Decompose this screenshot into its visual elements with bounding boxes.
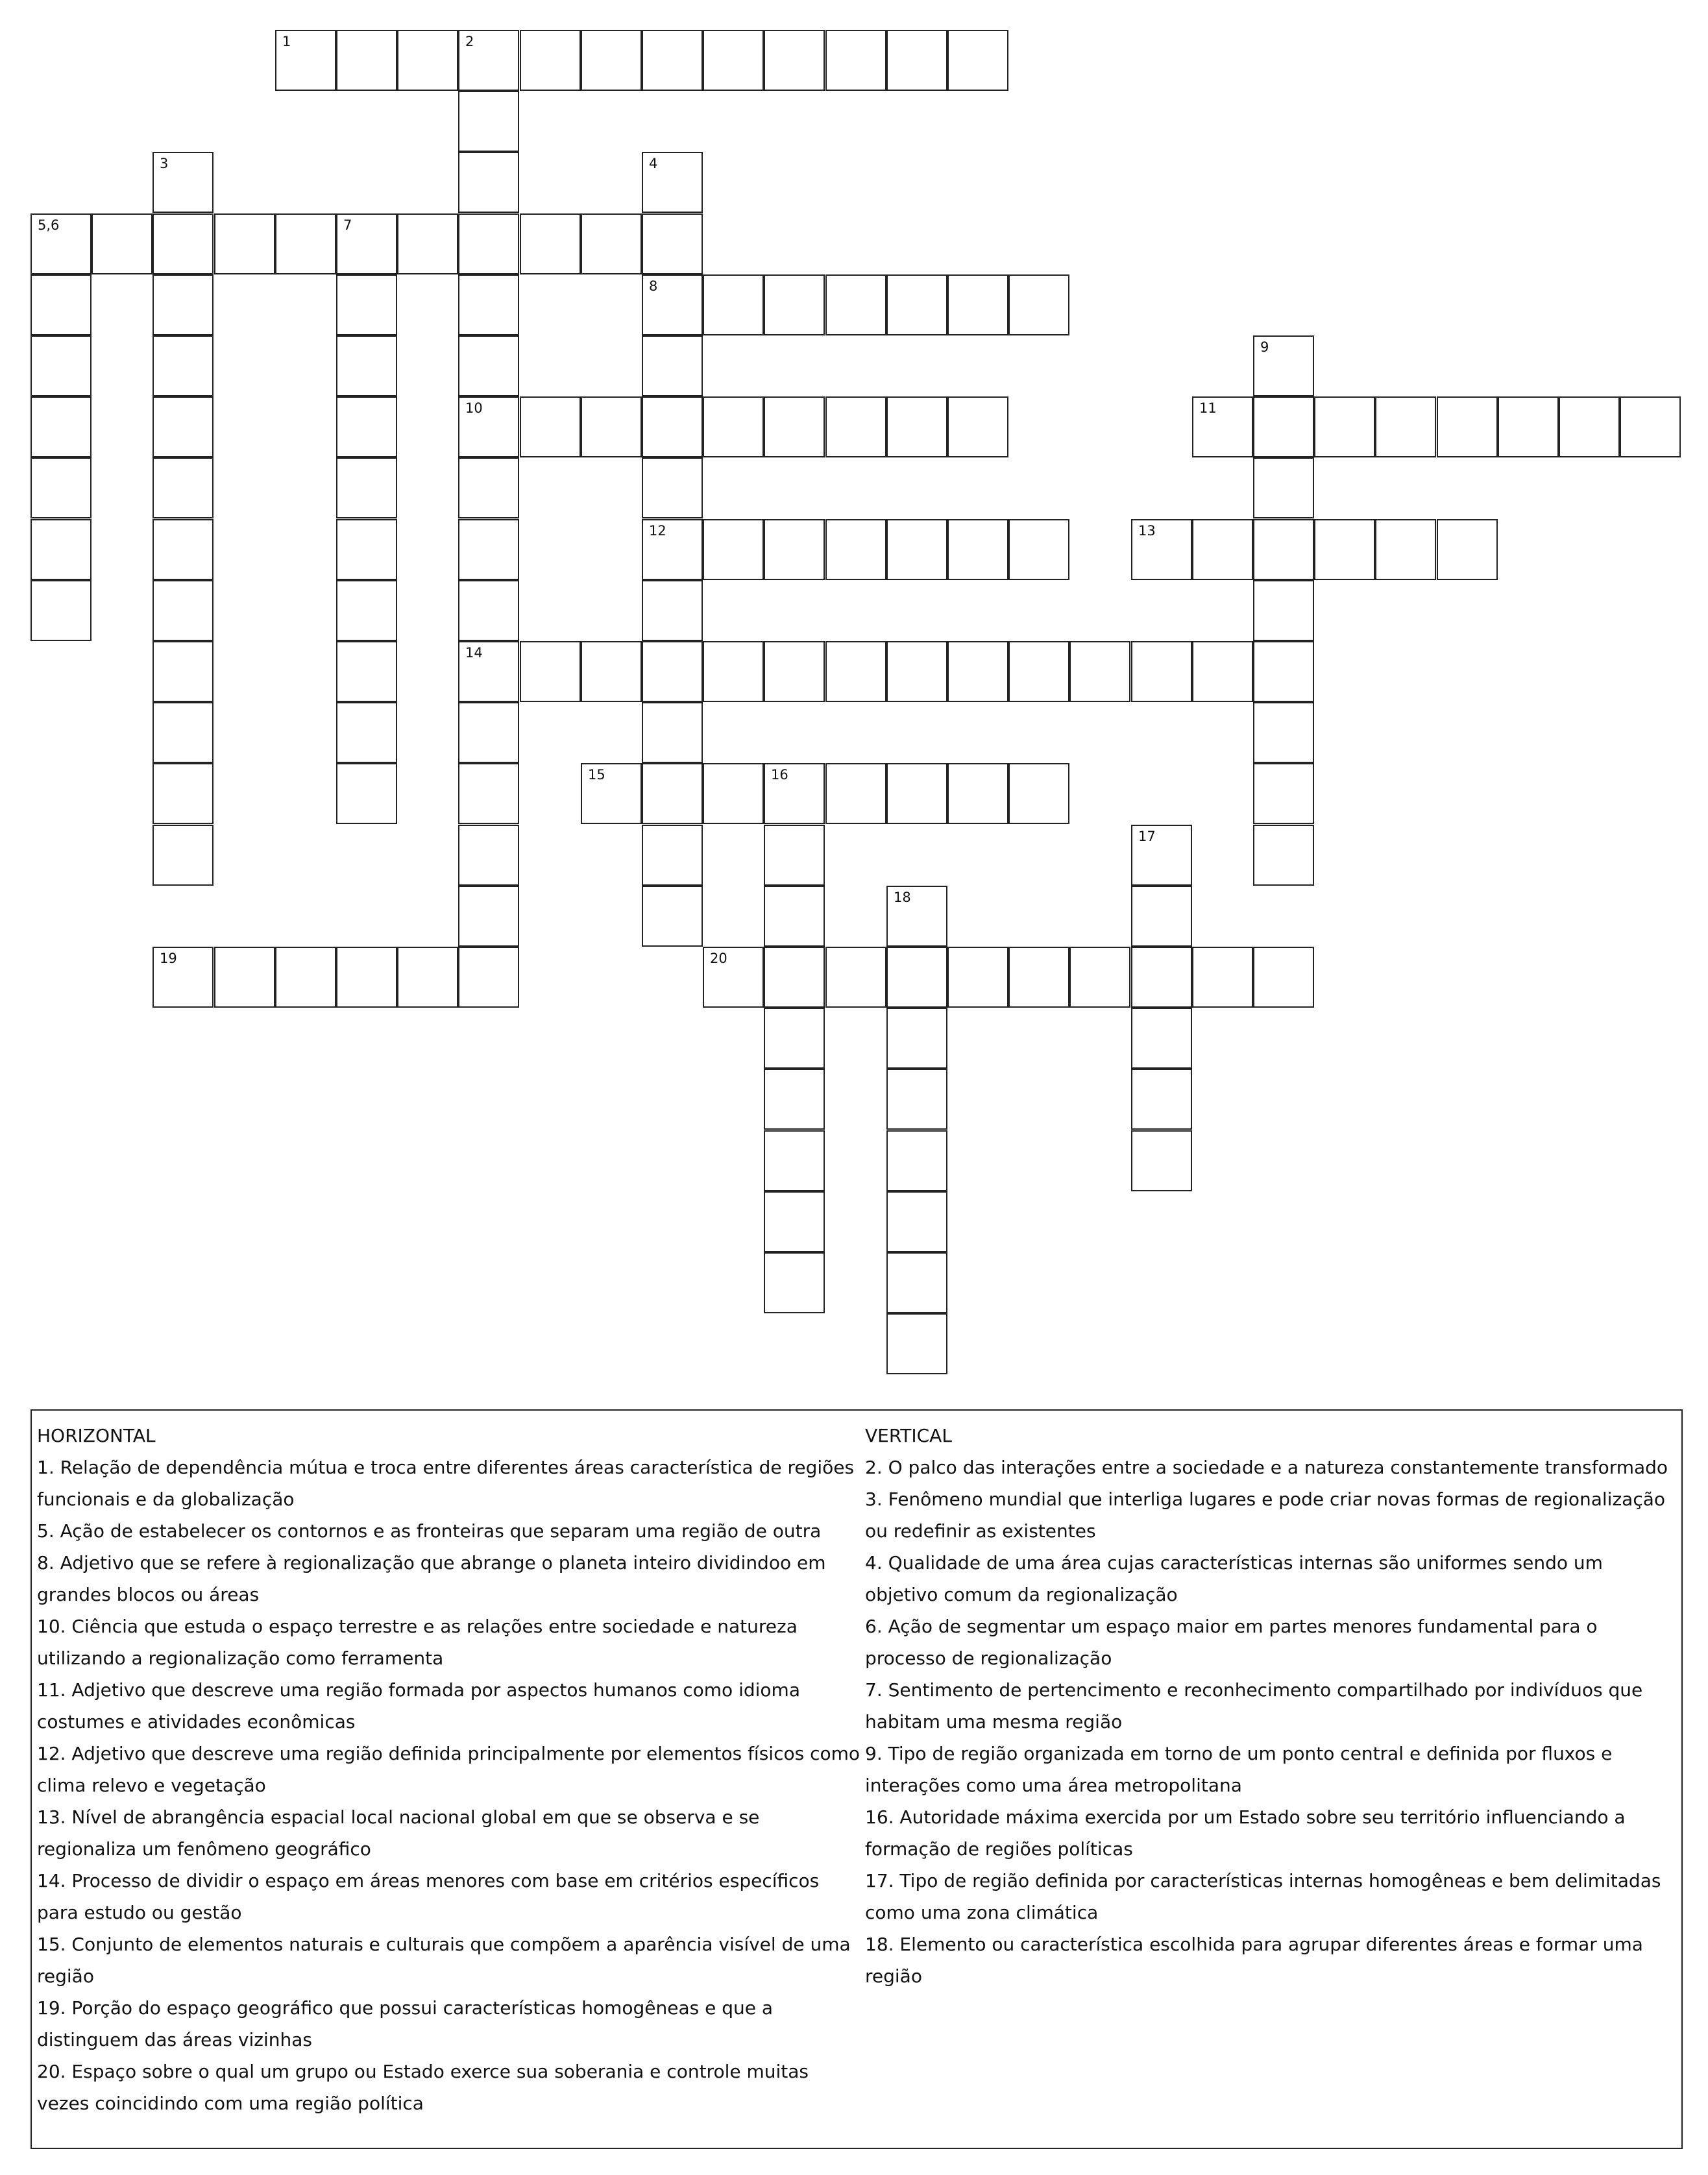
- clue-number: 2: [465, 34, 474, 49]
- grid-cell[interactable]: [458, 213, 519, 274]
- grid-cell[interactable]: [152, 702, 214, 763]
- grid-cell[interactable]: [764, 763, 825, 824]
- grid-cell[interactable]: [1131, 641, 1192, 702]
- grid-cell[interactable]: [275, 947, 336, 1008]
- grid-cell[interactable]: [703, 396, 764, 457]
- grid-cell[interactable]: [152, 641, 214, 702]
- grid-cell[interactable]: [886, 519, 947, 580]
- grid-cell[interactable]: [152, 335, 214, 396]
- grid-cell[interactable]: [703, 947, 764, 1008]
- grid-cell[interactable]: [397, 30, 458, 91]
- grid-cell[interactable]: [30, 396, 92, 457]
- grid-cell[interactable]: [152, 152, 214, 213]
- clue-number: 15: [588, 767, 605, 783]
- clue-h13: 13. Nível de abrangência espacial local nacional global em que se observa e se regionaliza um fenômeno geográfico: [37, 1806, 760, 1860]
- grid-cell[interactable]: [152, 457, 214, 518]
- grid-cell[interactable]: [336, 457, 397, 518]
- grid-cell[interactable]: [581, 30, 642, 91]
- grid-cell[interactable]: [764, 519, 825, 580]
- clue-number: 17: [1138, 829, 1156, 844]
- grid-cell[interactable]: [886, 1252, 947, 1313]
- grid-cell[interactable]: [1131, 1069, 1192, 1130]
- grid-cell[interactable]: [458, 641, 519, 702]
- grid-cell[interactable]: [947, 396, 1008, 457]
- clue-v7: 7. Sentimento de pertencimento e reconhecimento compartilhado por indivíduos que habitam uma mesma região: [865, 1679, 1643, 1732]
- grid-cell[interactable]: [1375, 519, 1436, 580]
- vertical-clues: [865, 1420, 1680, 1992]
- clue-h12: 12. Adjetivo que descreve uma região definida principalmente por elementos físicos como clima relevo e vegetação: [37, 1743, 860, 1796]
- clue-v16: 16. Autoridade máxima exercida por um Estado sobre seu território influenciando a formação de regiões políticas: [865, 1806, 1626, 1860]
- grid-cell[interactable]: [886, 763, 947, 824]
- grid-cell[interactable]: [642, 763, 703, 824]
- grid-cell[interactable]: [1314, 519, 1375, 580]
- grid-cell[interactable]: [947, 763, 1008, 824]
- grid-cell[interactable]: [642, 335, 703, 396]
- grid-cell[interactable]: [336, 519, 397, 580]
- grid-cell[interactable]: [458, 396, 519, 457]
- vertical-title: VERTICAL: [865, 1425, 952, 1446]
- clue-h20: 20. Espaço sobre o qual um grupo ou Estado exerce sua soberania e controle muitas vezes coincidindo com uma região política: [37, 2061, 809, 2114]
- clue-number: 18: [894, 890, 911, 905]
- grid-cell[interactable]: [336, 213, 397, 274]
- grid-cell[interactable]: [336, 396, 397, 457]
- grid-cell[interactable]: [1253, 763, 1314, 824]
- clues-box: [30, 1409, 1683, 2149]
- grid-cell[interactable]: [152, 947, 214, 1008]
- grid-cell[interactable]: [825, 947, 886, 1008]
- grid-cell[interactable]: [642, 396, 703, 457]
- grid-cell[interactable]: [336, 947, 397, 1008]
- grid-cell[interactable]: [336, 335, 397, 396]
- grid-cell[interactable]: [1131, 886, 1192, 947]
- grid-cell[interactable]: [886, 1191, 947, 1252]
- grid-cell[interactable]: [886, 30, 947, 91]
- grid-cell[interactable]: [336, 274, 397, 335]
- grid-cell[interactable]: [1253, 641, 1314, 702]
- grid-cell[interactable]: [30, 213, 92, 274]
- grid-cell[interactable]: [764, 1069, 825, 1130]
- grid-cell[interactable]: [1192, 947, 1253, 1008]
- grid-cell[interactable]: [1559, 396, 1620, 457]
- clue-number: 3: [160, 156, 169, 171]
- grid-cell[interactable]: [764, 396, 825, 457]
- grid-cell[interactable]: [336, 30, 397, 91]
- grid-cell[interactable]: [152, 213, 214, 274]
- grid-cell[interactable]: [642, 152, 703, 213]
- grid-cell[interactable]: [1131, 1130, 1192, 1191]
- grid-cell[interactable]: [336, 580, 397, 641]
- grid-cell[interactable]: [92, 213, 152, 274]
- grid-cell[interactable]: [947, 947, 1008, 1008]
- grid-cell[interactable]: [764, 274, 825, 335]
- grid-cell[interactable]: [397, 947, 458, 1008]
- grid-cell[interactable]: [886, 947, 947, 1008]
- grid-cell[interactable]: [1375, 396, 1436, 457]
- clue-number: 1: [282, 34, 291, 49]
- grid-cell[interactable]: [642, 580, 703, 641]
- grid-cell[interactable]: [1008, 641, 1069, 702]
- grid-cell[interactable]: [825, 30, 886, 91]
- grid-cell[interactable]: [825, 274, 886, 335]
- grid-cell[interactable]: [703, 30, 764, 91]
- clue-h11: 11. Adjetivo que descreve uma região formada por aspectos humanos como idioma costumes e atividades econômicas: [37, 1679, 800, 1732]
- clue-number: 20: [710, 951, 727, 966]
- grid-cell[interactable]: [1008, 519, 1069, 580]
- grid-cell[interactable]: [152, 580, 214, 641]
- grid-cell[interactable]: [1192, 396, 1253, 457]
- grid-cell[interactable]: [336, 702, 397, 763]
- grid-cell[interactable]: [947, 519, 1008, 580]
- clue-h15: 15. Conjunto de elementos naturais e culturais que compõem a aparência visível de uma região: [37, 1934, 851, 1987]
- clue-number: 9: [1260, 339, 1269, 355]
- grid-cell[interactable]: [764, 1191, 825, 1252]
- grid-cell[interactable]: [642, 274, 703, 335]
- grid-cell[interactable]: [1131, 947, 1192, 1008]
- grid-cell[interactable]: [1253, 580, 1314, 641]
- grid-cell[interactable]: [336, 641, 397, 702]
- grid-cell[interactable]: [30, 519, 92, 580]
- grid-cell[interactable]: [214, 947, 275, 1008]
- grid-cell[interactable]: [703, 274, 764, 335]
- grid-cell[interactable]: [458, 763, 519, 824]
- grid-cell[interactable]: [764, 30, 825, 91]
- clue-number: 13: [1138, 523, 1156, 539]
- grid-cell[interactable]: [825, 641, 886, 702]
- clue-h14: 14. Processo de dividir o espaço em áreas menores com base em critérios específicos para estudo ou gestão: [37, 1870, 820, 1923]
- clue-number: 16: [771, 767, 788, 783]
- grid-cell[interactable]: [1008, 274, 1069, 335]
- grid-cell[interactable]: [825, 519, 886, 580]
- grid-cell[interactable]: [520, 641, 581, 702]
- grid-cell[interactable]: [1253, 947, 1314, 1008]
- grid-cell[interactable]: [336, 763, 397, 824]
- grid-cell[interactable]: [458, 825, 519, 886]
- grid-cell[interactable]: [458, 519, 519, 580]
- grid-cell[interactable]: [764, 1130, 825, 1191]
- horizontal-clues: [37, 1420, 861, 2119]
- grid-cell[interactable]: [1253, 825, 1314, 886]
- grid-cell[interactable]: [152, 274, 214, 335]
- grid-cell[interactable]: [1131, 1008, 1192, 1069]
- grid-cell[interactable]: [152, 825, 214, 886]
- grid-cell[interactable]: [581, 763, 642, 824]
- grid-cell[interactable]: [825, 396, 886, 457]
- grid-cell[interactable]: [1131, 825, 1192, 886]
- grid-cell[interactable]: [214, 213, 275, 274]
- grid-cell[interactable]: [764, 641, 825, 702]
- clue-h8: 8. Adjetivo que se refere à regionalização que abrange o planeta inteiro dividindoo em grandes blocos ou áreas: [37, 1552, 826, 1605]
- clue-v18: 18. Elemento ou característica escolhida para agrupar diferentes áreas e formar uma região: [865, 1934, 1643, 1987]
- grid-cell[interactable]: [581, 213, 642, 274]
- grid-cell[interactable]: [1253, 702, 1314, 763]
- grid-cell[interactable]: [1069, 947, 1130, 1008]
- grid-cell[interactable]: [275, 30, 336, 91]
- grid-cell[interactable]: [886, 1313, 947, 1374]
- grid-cell[interactable]: [1437, 519, 1498, 580]
- grid-cell[interactable]: [581, 641, 642, 702]
- grid-cell[interactable]: [1437, 396, 1498, 457]
- grid-cell[interactable]: [825, 763, 886, 824]
- grid-cell[interactable]: [886, 1069, 947, 1130]
- grid-cell[interactable]: [703, 641, 764, 702]
- grid-cell[interactable]: [703, 519, 764, 580]
- grid-cell[interactable]: [152, 763, 214, 824]
- grid-cell[interactable]: [520, 396, 581, 457]
- clue-v4: 4. Qualidade de uma área cujas características internas são uniformes sendo um objetivo comum da regionalização: [865, 1552, 1603, 1605]
- grid-cell[interactable]: [642, 641, 703, 702]
- grid-cell[interactable]: [764, 1252, 825, 1313]
- clue-v17: 17. Tipo de região definida por características internas homogêneas e bem delimitadas como uma zona climática: [865, 1870, 1661, 1923]
- grid-cell[interactable]: [1069, 641, 1130, 702]
- clue-h1: 1. Relação de dependência mútua e troca entre diferentes áreas característica de regiões funcionais e da globalização: [37, 1457, 855, 1510]
- grid-cell[interactable]: [581, 396, 642, 457]
- grid-cell[interactable]: [1253, 396, 1314, 457]
- grid-cell[interactable]: [764, 825, 825, 886]
- grid-cell[interactable]: [642, 519, 703, 580]
- clue-h19: 19. Porção do espaço geográfico que possui características homogêneas e que a distinguem das áreas vizinhas: [37, 1997, 774, 2050]
- clue-v9: 9. Tipo de região organizada em torno de um ponto central e definida por fluxos e interações como uma área metropolitana: [865, 1743, 1613, 1796]
- grid-cell[interactable]: [458, 152, 519, 213]
- clue-number: 10: [465, 400, 483, 416]
- grid-cell[interactable]: [1131, 519, 1192, 580]
- grid-cell[interactable]: [1008, 947, 1069, 1008]
- grid-cell[interactable]: [1008, 763, 1069, 824]
- grid-cell[interactable]: [458, 457, 519, 518]
- grid-cell[interactable]: [1192, 519, 1253, 580]
- grid-cell[interactable]: [1253, 457, 1314, 518]
- grid-cell[interactable]: [30, 580, 92, 641]
- grid-cell[interactable]: [947, 274, 1008, 335]
- grid-cell[interactable]: [397, 213, 458, 274]
- grid-cell[interactable]: [520, 213, 581, 274]
- clue-h5: 5. Ação de estabelecer os contornos e as fronteiras que separam uma região de outra: [37, 1520, 822, 1542]
- clue-v3: 3. Fenômeno mundial que interliga lugares e pode criar novas formas de regionalização ou redefinir as existentes: [865, 1488, 1665, 1542]
- grid-cell[interactable]: [642, 825, 703, 886]
- grid-cell[interactable]: [703, 763, 764, 824]
- clue-number: 14: [465, 645, 483, 661]
- grid-cell[interactable]: [1314, 396, 1375, 457]
- grid-cell[interactable]: [764, 947, 825, 1008]
- clue-number: 8: [649, 278, 658, 294]
- grid-cell[interactable]: [886, 641, 947, 702]
- clue-number: 5,6: [38, 217, 60, 233]
- grid-cell[interactable]: [458, 886, 519, 947]
- grid-cell[interactable]: [1498, 396, 1559, 457]
- clue-number: 11: [1199, 400, 1217, 416]
- grid-cell[interactable]: [152, 396, 214, 457]
- grid-cell[interactable]: [30, 335, 92, 396]
- horizontal-title: HORIZONTAL: [37, 1425, 156, 1446]
- clue-number: 7: [343, 217, 352, 233]
- grid-cell[interactable]: [764, 886, 825, 947]
- grid-cell[interactable]: [458, 274, 519, 335]
- grid-cell[interactable]: [642, 457, 703, 518]
- clue-h10: 10. Ciência que estuda o espaço terrestre e as relações entre sociedade e natureza utilizando a regionalização como ferramenta: [37, 1616, 798, 1669]
- grid-cell[interactable]: [152, 519, 214, 580]
- grid-cell[interactable]: [458, 335, 519, 396]
- grid-cell[interactable]: [886, 396, 947, 457]
- grid-cell[interactable]: [275, 213, 336, 274]
- grid-cell[interactable]: [764, 1008, 825, 1069]
- grid-cell[interactable]: [458, 702, 519, 763]
- grid-cell[interactable]: [30, 274, 92, 335]
- grid-cell[interactable]: [1620, 396, 1681, 457]
- grid-cell[interactable]: [458, 580, 519, 641]
- grid-cell[interactable]: [886, 274, 947, 335]
- grid-cell[interactable]: [886, 1008, 947, 1069]
- grid-cell[interactable]: [458, 947, 519, 1008]
- clue-number: 12: [649, 523, 666, 539]
- grid-cell[interactable]: [1253, 335, 1314, 396]
- grid-cell[interactable]: [1192, 641, 1253, 702]
- grid-cell[interactable]: [642, 702, 703, 763]
- grid-cell[interactable]: [947, 641, 1008, 702]
- clue-number: 4: [649, 156, 658, 171]
- grid-cell[interactable]: [886, 886, 947, 947]
- grid-cell[interactable]: [642, 30, 703, 91]
- clue-v2: 2. O palco das interações entre a sociedade e a natureza constantemente transformado: [865, 1457, 1668, 1478]
- grid-cell[interactable]: [30, 457, 92, 518]
- grid-cell[interactable]: [947, 30, 1008, 91]
- grid-cell[interactable]: [642, 213, 703, 274]
- grid-cell[interactable]: [458, 30, 519, 91]
- grid-cell[interactable]: [1253, 519, 1314, 580]
- clue-v6: 6. Ação de segmentar um espaço maior em partes menores fundamental para o processo de regionalização: [865, 1616, 1598, 1669]
- grid-cell[interactable]: [458, 91, 519, 152]
- grid-cell[interactable]: [520, 30, 581, 91]
- grid-cell[interactable]: [886, 1130, 947, 1191]
- grid-cell[interactable]: [642, 886, 703, 947]
- clue-number: 19: [160, 951, 177, 966]
